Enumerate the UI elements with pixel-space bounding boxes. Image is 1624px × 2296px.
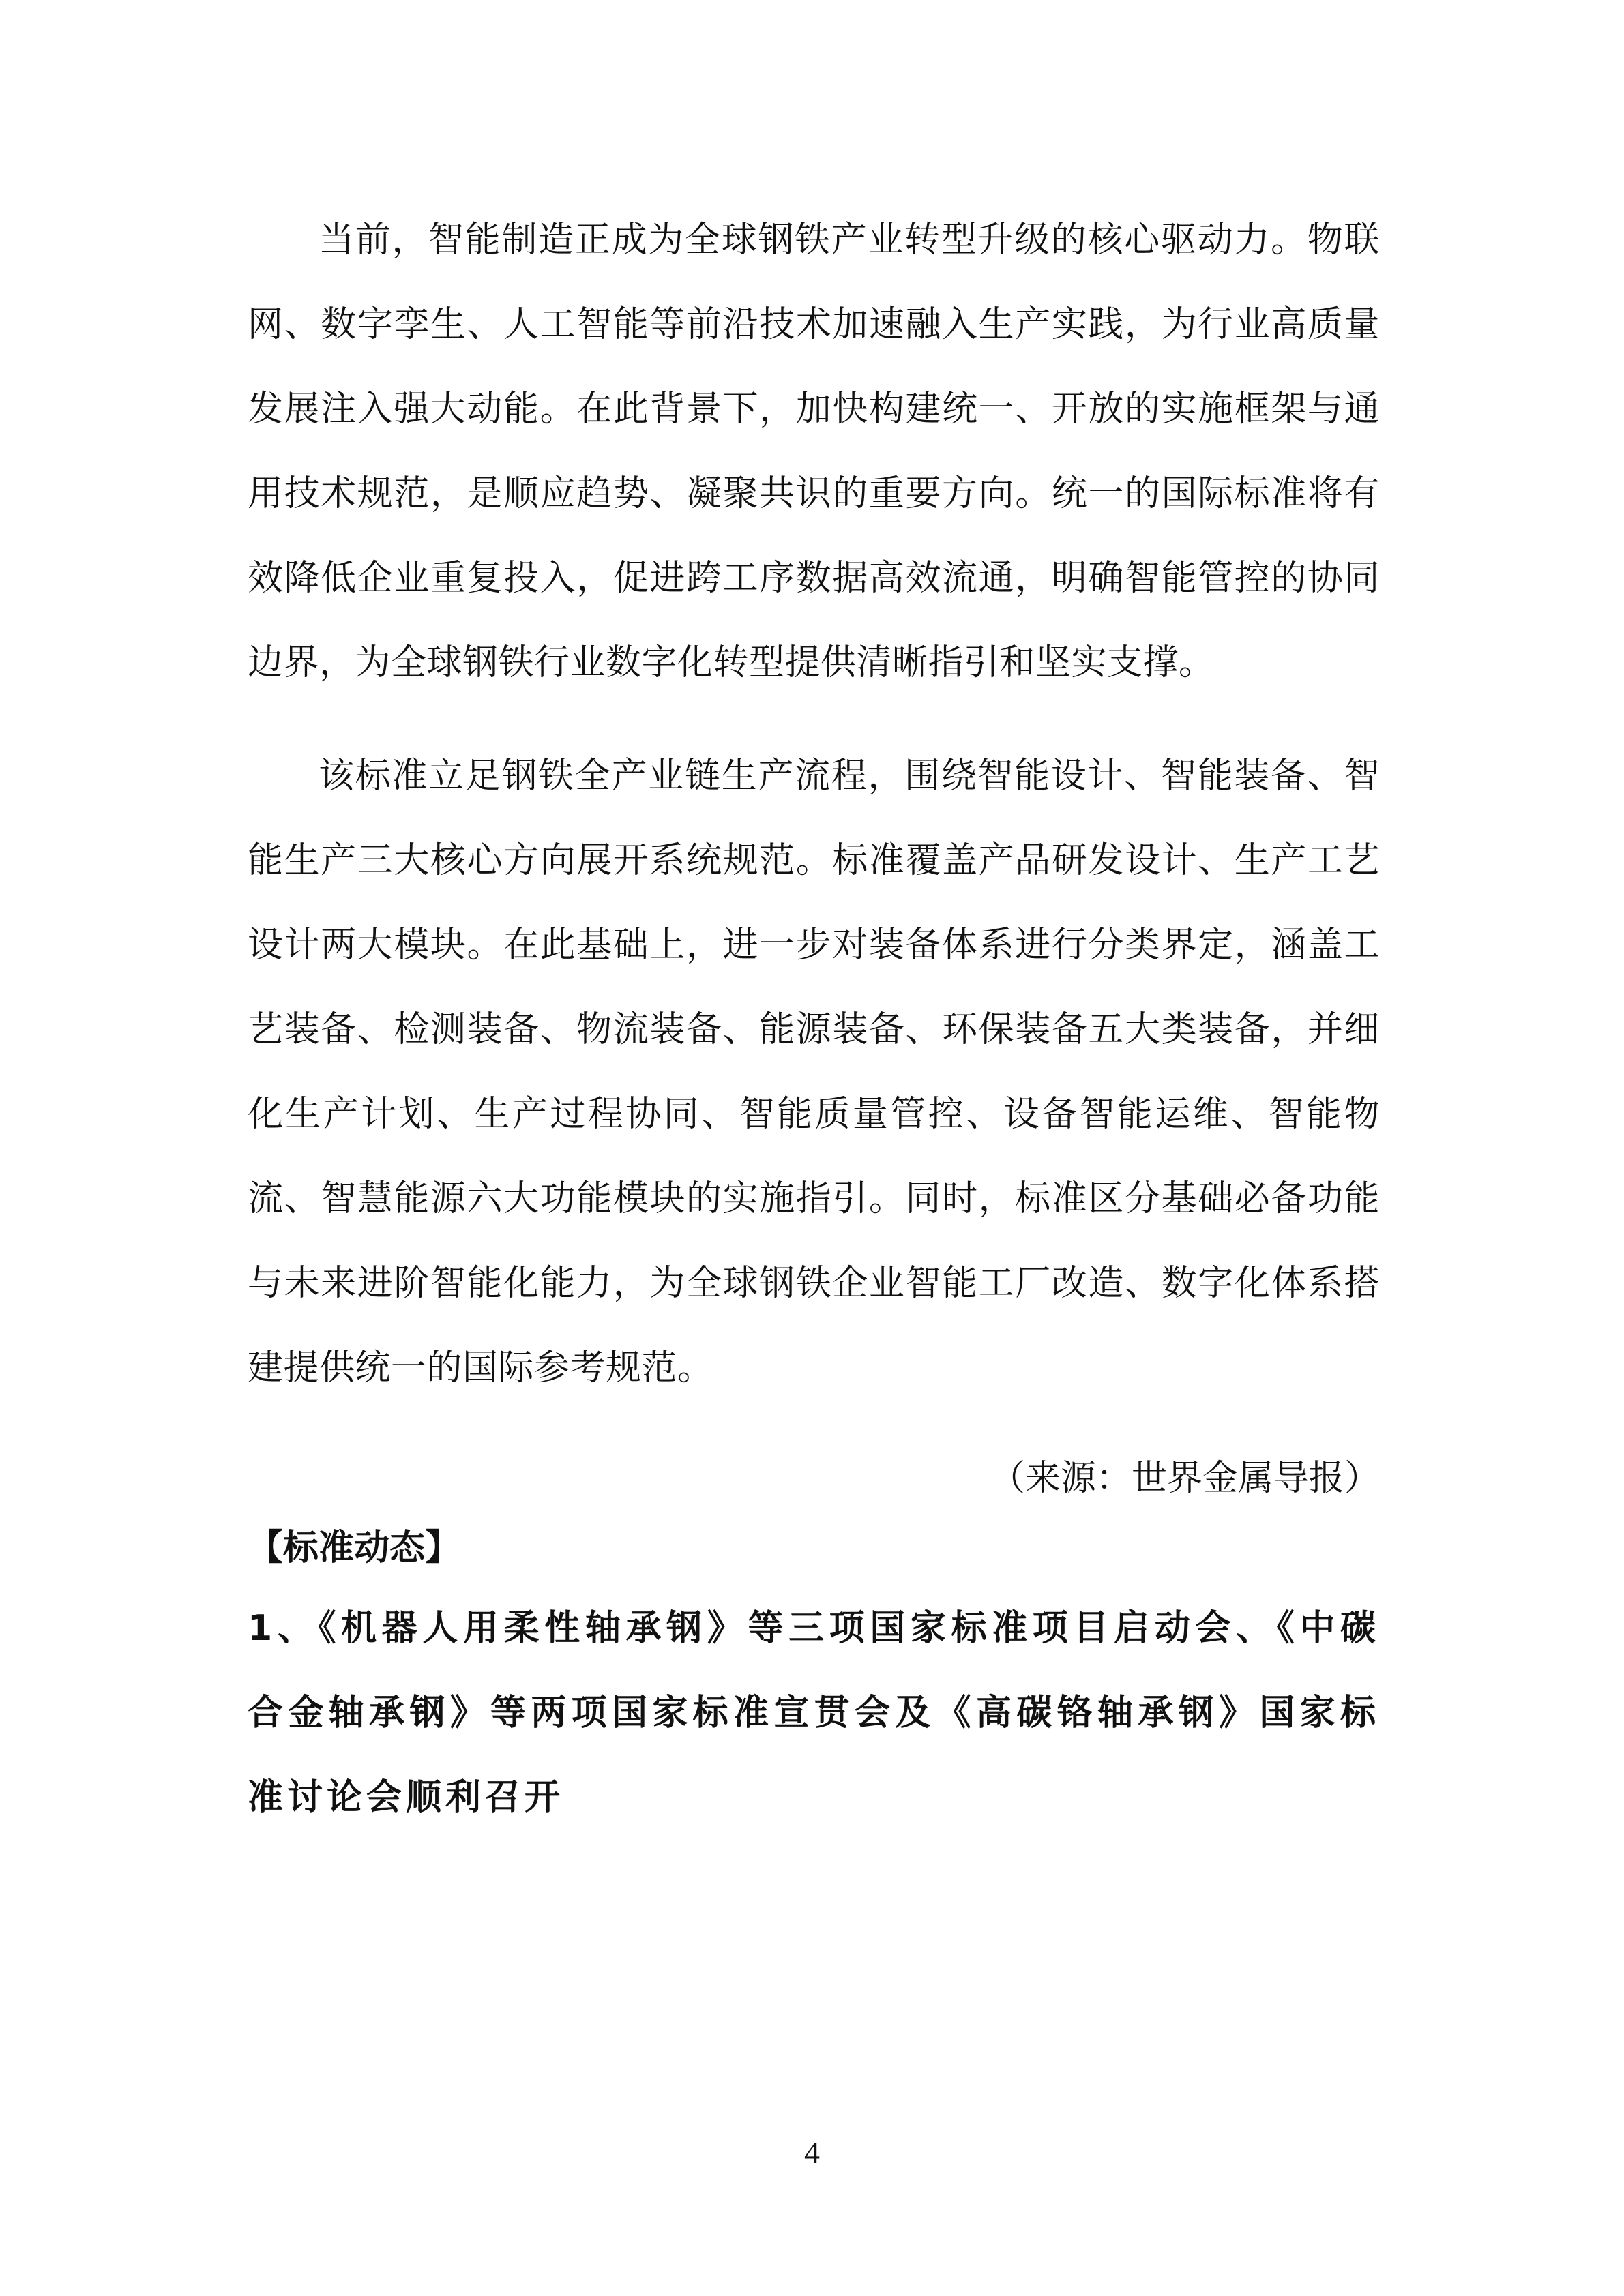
- source-attribution: （来源：世界金属导报）: [989, 1458, 1380, 1499]
- body-paragraph-2: 该标准立足钢铁全产业链生产流程，围绕智能设计、智能装备、智能生产三大核心方向展开系统规范。标准覆盖产品研发设计、生产工艺设计两大模块。在此基础上，进一步对装备体系进行分类界定，涵盖工艺装备、检测装备、物流装备、能源装备、环保装备五大类装备，并细化生产计划、生产过程协同、智能质量管控、设备智能运维、智能物流、智慧能源六大功能模块的实施指引。同时，标准区分基础必备功能与未来进阶智能化能力，为全球钢铁企业智能工厂改造、数字化体系搭建提供统一的国际参考规范。: [248, 756, 1380, 1388]
- page-content: [248, 198, 1380, 1840]
- section-heading: 【标准动态】: [248, 1527, 461, 1568]
- news-item-title: 1、《机器人用柔性轴承钢》等三项国家标准项目启动会、《中碳合金轴承钢》等两项国家标准宣贯会及《高碳铬轴承钢》国家标准讨论会顺利召开: [248, 1608, 1380, 1818]
- body-paragraph-1: 当前，智能制造正成为全球钢铁产业转型升级的核心驱动力。物联网、数字孪生、人工智能等前沿技术加速融入生产实践，为行业高质量发展注入强大动能。在此背景下，加快构建统一、开放的实施框架与通用技术规范，是顺应趋势、凝聚共识的重要方向。统一的国际标准将有效降低企业重复投入，促进跨工序数据高效流通，明确智能管控的协同边界，为全球钢铁行业数字化转型提供清晰指引和坚实支撑。: [248, 220, 1380, 683]
- page-number: 4: [804, 2135, 820, 2170]
